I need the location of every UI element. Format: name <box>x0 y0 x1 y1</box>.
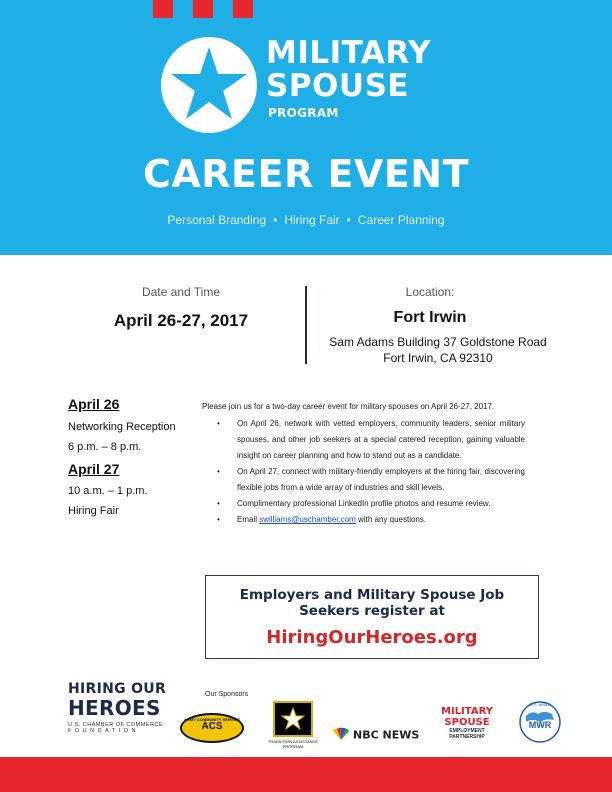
list-item: • On April 26, network with vetted employers, community leaders, senior military spouses, and other job seekers at a special catered reception, gaining valuable insight on career planning and how to stand out as a candidate. <box>217 416 525 464</box>
subtitle-item: Career Planning <box>357 213 445 227</box>
event-details-list <box>217 416 525 528</box>
schedule-event: Networking Reception <box>68 421 176 433</box>
divider <box>305 286 307 364</box>
register-text: Seekers register at <box>299 603 445 619</box>
hoh-line: HIRING OUR <box>68 681 167 697</box>
army-caption: TRANSITION ASSISTANCE PROGRAM <box>267 739 319 749</box>
star-logo-icon <box>161 37 257 133</box>
program-name-line2: SPOUSE <box>266 68 410 104</box>
subtitle-item: Hiring Fair <box>284 213 340 227</box>
email-link[interactable]: swilliams@uschamber.com <box>259 515 356 524</box>
event-intro: Please join us for a two-day career event for military spouses on April 26-27, 2017. <box>202 402 495 411</box>
hoh-line: U.S. CHAMBER OF COMMERCE <box>68 722 164 728</box>
list-item: • Complimentary professional LinkedIn profile photos and resume review. <box>217 496 525 512</box>
army-logo <box>266 701 320 749</box>
email-suffix: with any questions. <box>355 515 427 524</box>
event-subtitle <box>0 213 612 227</box>
subtitle-separator: • <box>273 213 278 227</box>
mwr-small-text: U.S. ARMY <box>529 702 551 707</box>
register-box <box>205 575 539 659</box>
date-time-label: Date and Time <box>141 285 221 299</box>
location-address <box>310 334 566 366</box>
mspep-line: EMPLOYMENT <box>449 728 485 734</box>
address-line: Fort Irwin, CA 92310 <box>383 351 493 365</box>
schedule-time: 10 a.m. – 1 p.m. <box>68 485 148 497</box>
list-item <box>217 512 525 528</box>
register-text: Employers and Military Spouse Job <box>239 587 505 603</box>
nbc-text: NBC NEWS <box>353 728 420 742</box>
acs-logo <box>180 713 244 743</box>
acs-text: ACS <box>201 721 223 732</box>
hoh-line: HEROES <box>68 696 161 720</box>
sponsors-label: Our Sponsors <box>205 691 249 698</box>
event-title: CAREER EVENT <box>142 152 469 196</box>
peacock-icon <box>331 727 351 744</box>
schedule-day: April 26 <box>68 396 120 412</box>
hero-banner <box>0 0 612 255</box>
footer-bar <box>0 757 612 792</box>
schedule-event: Hiring Fair <box>68 505 119 517</box>
location-name: Fort Irwin <box>393 309 467 326</box>
subtitle-item: Personal Branding <box>167 213 267 227</box>
mspep-logo <box>430 706 504 740</box>
red-stripe <box>193 0 213 18</box>
program-name-line1: MILITARY <box>266 35 432 71</box>
red-stripe <box>153 0 173 18</box>
nbc-news-logo <box>331 727 419 744</box>
program-name-line3: PROGRAM <box>268 106 339 120</box>
list-item: • On April 27, connect with military-friendly employers at the hiring fair, discovering flexible jobs from a wide array of industries and skill levels. <box>217 464 525 496</box>
hiring-our-heroes-logo <box>68 681 166 734</box>
red-stripe <box>233 0 253 18</box>
address-line: Sam Adams Building 37 Goldstone Road <box>329 335 547 349</box>
mspep-line: MILITARY <box>441 706 493 717</box>
mspep-line: PARTNERSHIP <box>449 734 485 740</box>
date-time-value: April 26-27, 2017 <box>113 311 249 330</box>
location-label: Location: <box>405 285 455 299</box>
schedule-time: 6 p.m. – 8 p.m. <box>68 441 142 453</box>
mwr-text: MWR <box>528 720 552 730</box>
acs-small-text: ARMY COMMUNITY SERVICE <box>183 717 240 722</box>
schedule-day: April 27 <box>68 461 120 477</box>
subtitle-separator: • <box>346 213 351 227</box>
schedule <box>68 396 198 517</box>
email-prefix: Email <box>237 515 260 524</box>
army-star-icon <box>273 701 313 737</box>
register-link[interactable]: HiringOurHeroes.org <box>266 627 478 648</box>
mspep-line: SPOUSE <box>444 717 490 728</box>
mwr-logo <box>518 700 562 744</box>
hoh-line: FOUNDATION <box>68 728 139 734</box>
